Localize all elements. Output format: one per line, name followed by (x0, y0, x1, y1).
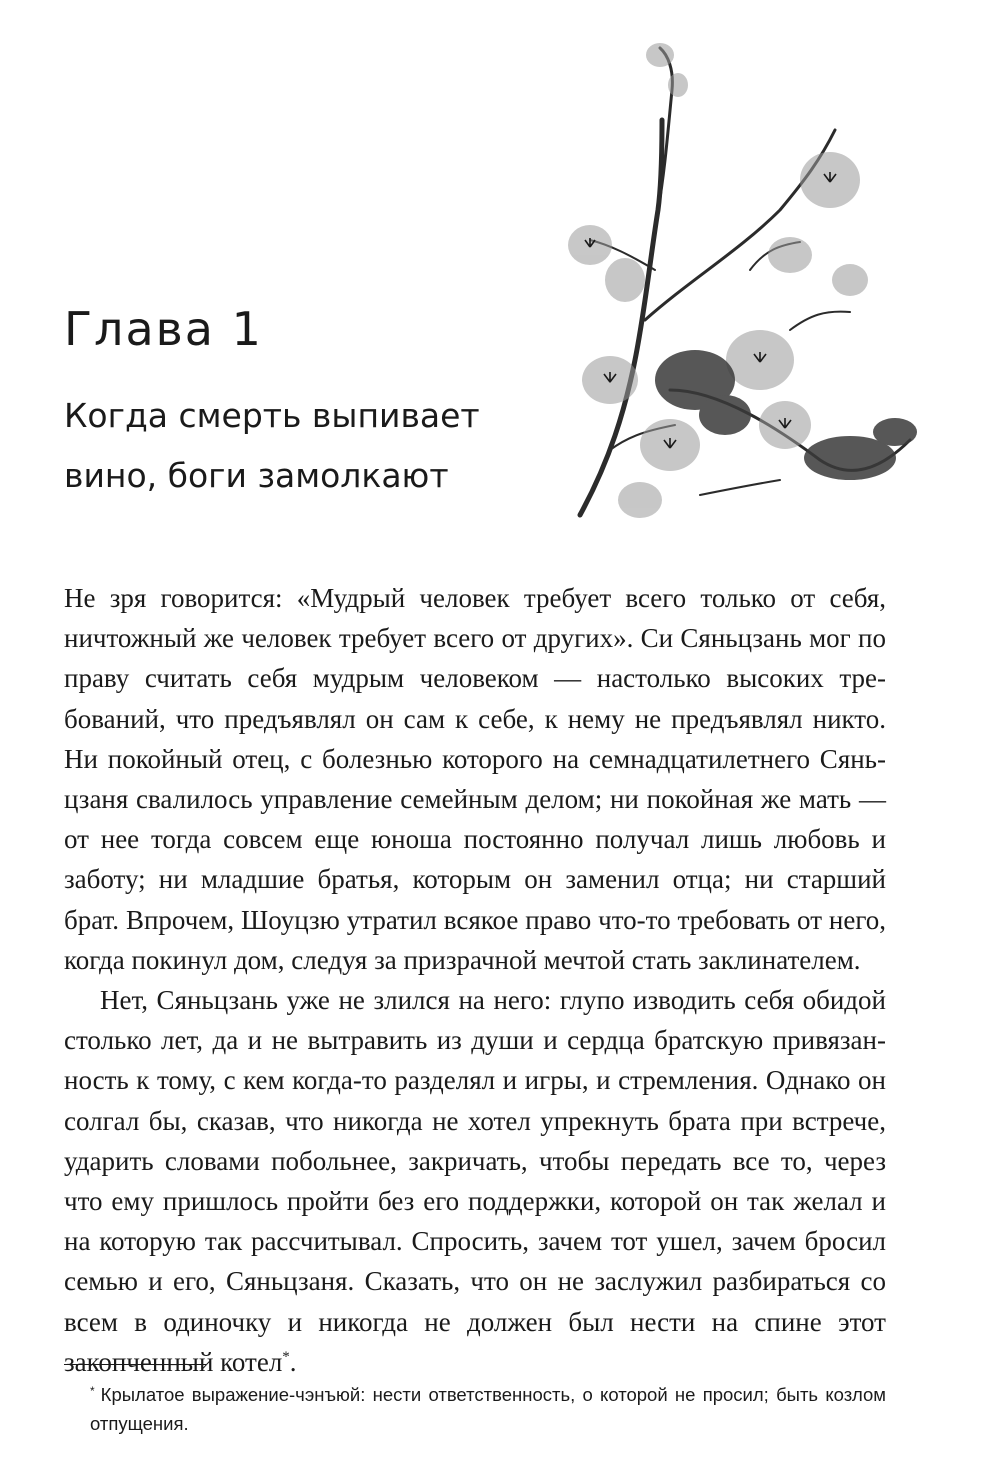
chapter-label: Глава 1 (64, 302, 263, 356)
paragraph-1: Не зря говорится: «Мудрый человек требует всего только от себя, ничтожный же человек требует всего от других». Си Сяньцзань мог по праву считать себя мудрым человеком — настолько высоких требований, что предъявлял он сам к себе, к нему не предъявлял никто. Ни покойный отец, с болезнью которого на семнадцатилетнего Сяньцзаня свалилось управление семейным делом; ни покойная же мать — от нее тогда совсем еще юноша постоянно получал лишь любовь и заботу; ни младшие братья, которым он заменил отца; ни старший брат. Впрочем, Шоуцзю утратил всякое право что-то требовать от него, когда покинул дом, следуя за призрачной мечтой стать заклинателем. (64, 583, 886, 975)
footnote-reference: * (282, 1348, 290, 1365)
body-text (64, 578, 886, 1382)
footnote (90, 1380, 886, 1438)
footnote-marker: * (90, 1384, 95, 1398)
chapter-title: Когда смерть выпивает вино, боги замолкают (64, 396, 480, 495)
footnote-divider (64, 1364, 206, 1365)
footnote-text: Крылатое выражение-чэнъюй: нести ответственность, о которой не просил; быть козлом отпущения. (90, 1384, 886, 1434)
paragraph-2: Нет, Сяньцзань уже не злился на него: глупо изводить себя обидой столько лет, да и не вытравить из души и сердца братскую привязанность к тому, с кем когда-то разделял и игры, и стремления. Однако он солгал бы, сказав, что никогда не хотел упрекнуть брата при встрече, ударить словами побольнее, закричать, чтобы передать все то, через что ему пришлось пройти без его поддержки, которой он так желал и на которую так рассчитывал. Спросить, зачем тот ушел, зачем бросил семью и его, Сяньцзаня. Сказать, что он не заслужил разбираться со всем в одиночку и никогда не должен был нести на спине этот закопченный котел*. (64, 985, 886, 1377)
paragraph-2-text: Нет, Сяньцзань уже не злился на него: глупо изводить себя обидой столько лет, да и не вытравить из души и сердца братскую привязанность к тому, с кем когда-то разделял и игры, и стремления. Однако он солгал бы, сказав, что никогда не хотел упрекнуть брата при встрече, ударить словами побольнее, закричать, чтобы передать все то, через что ему пришлось пройти без его поддержки, которой он так желал и на которую так рассчитывал. Спросить, зачем тот ушел, зачем бросил семью и его, Сяньцзаня. Сказать, что он не заслужил разбираться со всем в одиночку и никогда не должен был нести на спине этот закопченный котел (64, 985, 886, 1377)
plum-blossom-illustration (550, 30, 930, 530)
